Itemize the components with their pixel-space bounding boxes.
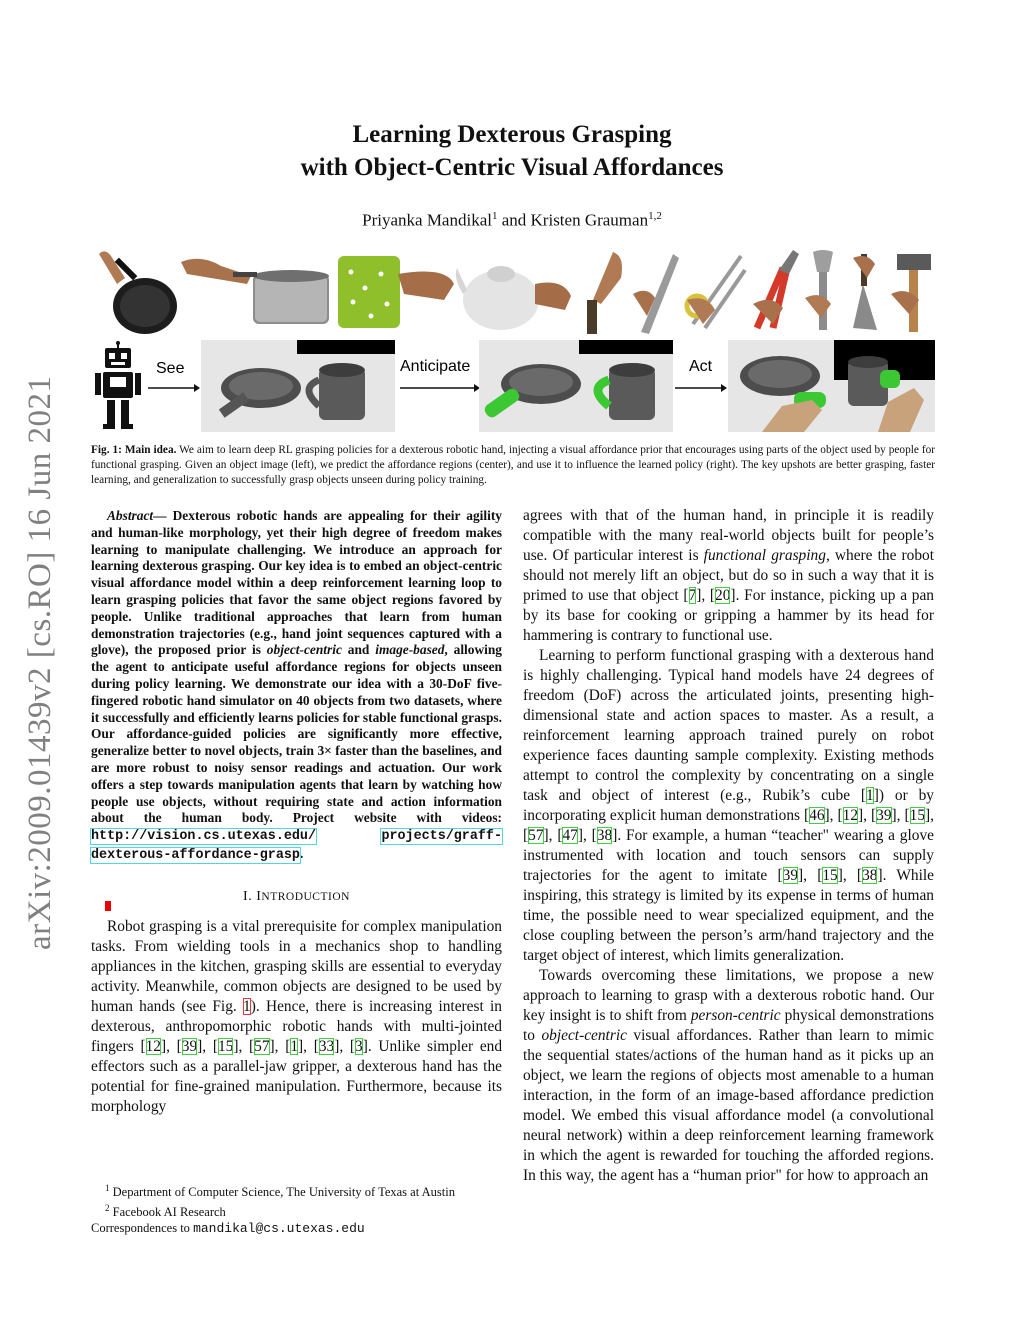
author-1: Priyanka Mandikal [362, 210, 492, 230]
em-object-centric: object-centric [541, 1027, 627, 1044]
citation-link[interactable]: 7 [688, 587, 697, 604]
intro-paragraph-1: Robot grasping is a vital prerequisite for complex manipulation tasks. From wielding tools in a mechanics shop to handling appliances in the kitchen, grasping skills are essential to everyday activity. Meanwhile, common objects are designed to be used by human hands (see Fig. 1). Hence, there is increasing interest in dexterous, anthropomorphic robotic hands with multi-jointed fingers [12], [39], [15], [57], [1], [33], [3]. Unlike simpler end effectors such as a parallel-jaw gripper, a dexterous hand has the potential for fine-grained manipulation. Furthermore, because its morphology [91, 917, 503, 1115]
footnote-2-mark: 2 [105, 1203, 110, 1214]
intro-text-a: Robot grasping is a vital prerequisite for complex manipulation tasks. From wielding tools in a mechanics shop to handling appliances in the kitchen, grasping skills are essential to everyday activity. Meanwhile, common objects are designed to be used by human hands (see Fig. [91, 917, 502, 1015]
citation-link[interactable]: 12 [842, 807, 859, 824]
citation-link[interactable]: 47 [562, 827, 578, 844]
correspondence-line [91, 1220, 511, 1237]
citation-link[interactable]: 38 [862, 867, 878, 884]
green-mug-image [333, 244, 454, 336]
right-paragraph-1: agrees with that of the human hand, in principle it is readily compatible with the many real-world objects built for people’s use. Of particular interest is functional grasping, where the robot should not merely lift an object, but do so in such a way that it is primed to use that object [7], [20]. For instance, picking up a pan by its base for cooking or gripping a hammer by its head for hammering is contrary to functional use. [523, 507, 934, 644]
footnote-1-text: Department of Computer Science, The University of Texas at Austin [109, 1185, 455, 1200]
citation-link[interactable]: 33 [318, 1037, 335, 1055]
citation-link[interactable]: 39 [782, 867, 799, 884]
see-label: See [156, 360, 185, 377]
email-link[interactable]: mandikal@cs.utexas.edu [193, 1221, 365, 1237]
right-text-2b: ) or by incorporating explicit human demonstrations [523, 787, 934, 824]
author-list [0, 210, 1024, 231]
right-column [523, 506, 934, 1186]
footnote-1 [91, 1180, 511, 1200]
robot-icon [93, 340, 143, 432]
caption-text: We aim to learn deep RL grasping policies for a dexterous robotic hand, injecting a visual affordance prior that encourages using parts of the object used by people for functional grasping. Given an object image (left), we predict the affordance regions (center), and use it to influence the learned policy (right). The key upshots are better grasping, faster learning, and generalization to successfully grasp objects unseen during policy training. [91, 444, 935, 486]
section-rest: NTRODUCTION [261, 890, 350, 903]
citation-link[interactable]: 20 [715, 587, 731, 604]
right-text-1b: , where the robot should not merely lift an object, but do so in such a way that it is primed to use that object [523, 547, 934, 604]
figure-1 [93, 244, 935, 434]
right-text-1a: agrees with that of the human hand, in principle it is readily compatible with the many real-world objects built for people’s use. Of particular interest is [523, 507, 934, 564]
paper-title [0, 118, 1024, 184]
figure-caption [91, 443, 935, 488]
project-url-link-line-1[interactable]: http://vision.cs.utexas.edu/ [91, 829, 316, 845]
citation-link[interactable]: 57 [254, 1037, 270, 1055]
citation-link[interactable]: 3 [355, 1037, 363, 1055]
author-2-affil: 1,2 [648, 210, 662, 222]
act-label: Act [689, 358, 713, 375]
title-line-2: with Object-Centric Visual Affordances [300, 154, 724, 181]
abstract-em-object-centric: object-centric [266, 642, 342, 658]
learned-policy-image [728, 340, 935, 432]
citation-link[interactable]: 15 [822, 867, 838, 884]
abstract-label: Abstract [107, 508, 154, 523]
right-text-2c: . For example, a human “teacher" wearing a glove instrumented with location and touch sensors can supply trajectories for the agent to imitate [523, 827, 935, 884]
pan-image [93, 244, 179, 336]
knife-image [633, 244, 681, 336]
arrow-anticipate-icon [400, 382, 480, 394]
abstract [91, 508, 502, 865]
hammer-image [887, 244, 935, 336]
right-text-2a: Learning to perform functional grasping with a dexterous hand is highly challenging. Typical hand models have 24 degrees of freedom (DoF) across the articulated joints, presenting high-dimensional state and action spaces to master. As a result, a reinforcement learning approach trained purely on robot experience faces daunting sample complexity. Existing methods attempt to control the complexity by concentrating on a single task and object of interest (e.g., Rubik’s cube [523, 647, 934, 804]
citation-link[interactable]: 12 [145, 1037, 161, 1055]
abstract-dash: — [153, 508, 167, 523]
right-text-3b: physical demonstrations to [523, 1007, 935, 1044]
abstract-em-image-based: image-based [375, 642, 445, 658]
intro-text-b: ). Hence, there is increasing interest in dexterous, anthropomorphic robotic hands with multi-jointed fingers [91, 997, 502, 1055]
figure-ref-link[interactable]: 1 [243, 997, 251, 1015]
right-text-3c: visual affordances. Rather than learn to mimic the sequential states/actions of the human hand as it picks up an object, we learn the regions of objects most amenable to a human interaction, in the form of an image-based affordance prediction model. We embed this visual affordance model (a convolutional neural network) within a deep reinforcement learning framework in which the agent is rewarded for touching the afforded regions. In this way, the agent has a “human prior" for how to approach an [523, 1027, 935, 1184]
author-1-affil: 1 [491, 210, 498, 222]
author-2: Kristen Grauman [530, 210, 649, 230]
abstract-text-3: , allowing the agent to anticipate useful affordance regions for objects unseen during policy learning. We demonstrate our idea with a 30-DoF five-fingered robotic hand simulator on 40 objects from two datasets, where it successfully and efficiently learns policies for stable functional grasps. Our affordance-guided policies are significantly more effective, generalize better to novel objects, train 3× faster than the baselines, and are more robust to noisy sensor readings and actuation. Our work offers a step towards manipulation agents that learn by watching how people use objects, without requiring state and action information about the human body. Project website with videos: [91, 642, 503, 826]
em-person-centric: person-centric [690, 1007, 781, 1024]
citation-link[interactable]: 46 [809, 807, 825, 824]
arrow-act-icon [675, 382, 727, 394]
object-render-image [201, 340, 395, 432]
em-functional-grasping: functional grasping [703, 547, 826, 564]
section-initial: I [256, 888, 262, 904]
correspondence-label: Correspondences to [91, 1221, 194, 1236]
right-text-3a: Towards overcoming these limitations, we propose a new approach to learning to grasp with a dexterous robotic hand. Our key insight is to shift from [523, 967, 934, 1024]
author-conjunction: and [497, 210, 531, 230]
citation-link[interactable]: 57 [528, 827, 544, 844]
citation-link[interactable]: 39 [181, 1037, 198, 1055]
citation-link[interactable]: 1 [290, 1037, 299, 1055]
section-heading-introduction [91, 887, 502, 907]
abstract-end: . [299, 845, 304, 861]
citation-link[interactable]: 15 [909, 807, 926, 824]
affordance-prediction-image [479, 340, 673, 432]
project-url-link-line-2[interactable]: projects/graff-dexterous-affordance-grasp [91, 829, 502, 863]
footnote-2 [91, 1200, 511, 1220]
footnote-2-text: Facebook AI Research [109, 1205, 226, 1220]
red-marker [105, 901, 111, 911]
pliers-image [749, 244, 801, 336]
citation-link[interactable]: 1 [866, 787, 874, 804]
pot-image [181, 244, 331, 336]
tool-photo-strip [93, 244, 935, 336]
abstract-text-1: Dexterous robotic hands are appealing for their agility and human-like morphology, yet their high degree of freedom makes learning to manipulate challenging. We introduce an approach for learning dexterous grasping. Our key idea is to embed an object-centric visual affordance model within a deep reinforcement learning loop to learn grasping policies that favor the same object regions favored by people. Unlike traditional approaches that learn from human demonstration trajectories (e.g., hand joint sequences captured with a glove), the proposed prior is [91, 508, 502, 658]
intro-text-c: . Unlike simpler end effectors such as a parallel-jaw gripper, a dexterous hand has the potential for fine-grained manipulation. Furthermore, because its morphology [91, 1037, 503, 1115]
right-text-2d: . While inspiring, this strategy is limited by its expense in terms of human time, the possible need to wear specialized equipment, and the close coupling between the person’s arm/hand trajectory and the target object of interest, which limits generalization. [523, 867, 934, 964]
citation-link[interactable]: 38 [596, 827, 613, 844]
left-column [91, 508, 502, 1117]
right-paragraph-2: Learning to perform functional grasping with a dexterous hand is highly challenging. Typical hand models have 24 degrees of freedom (DoF) across the articulated joints, presenting high-dimensional state and action spaces to master. As a result, a reinforcement learning approach trained purely on robot experience faces daunting sample complexity. Existing methods attempt to control the complexity by concentrating on a single task and object of interest (e.g., Rubik’s cube [1]) or by incorporating explicit human demonstrations [46], [12], [39], [15], [57], [47], [38]. For example, a human “teacher" wearing a glove instrumented with location and touch sensors can supply trajectories for the agent to imitate [39], [15], [38]. While inspiring, this strategy is limited by its expense in terms of human time, the possible need to wear specialized equipment, and the close coupling between the person’s arm/hand trajectory and the target object of interest, which limits generalization. [523, 647, 935, 964]
section-number: I. [243, 888, 257, 904]
anticipate-label: Anticipate [400, 358, 471, 375]
right-paragraph-3 [523, 966, 934, 1186]
scissors-image [683, 244, 747, 336]
title-line-1: Learning Dexterous Grasping [352, 121, 672, 148]
wrench-image [803, 244, 843, 336]
arrow-see-icon [148, 382, 200, 394]
trowel-image [845, 244, 885, 336]
caption-label: Fig. 1: Main idea. [91, 444, 177, 456]
abstract-text-2: and [341, 642, 376, 658]
right-text-1c: . For instance, picking up a pan by its base for cooking or gripping a hammer by its head for hammering is contrary to functional use. [523, 587, 934, 644]
arxiv-side-stamp: arXiv:2009.01439v2 [cs.RO] 16 Jun 2021 [22, 375, 58, 950]
footnotes [91, 1180, 511, 1237]
citation-link[interactable]: 15 [217, 1037, 234, 1055]
citation-link[interactable]: 39 [876, 807, 892, 824]
spatula-image [577, 244, 633, 336]
teapot-image [456, 244, 573, 336]
footnote-1-mark: 1 [105, 1183, 110, 1193]
